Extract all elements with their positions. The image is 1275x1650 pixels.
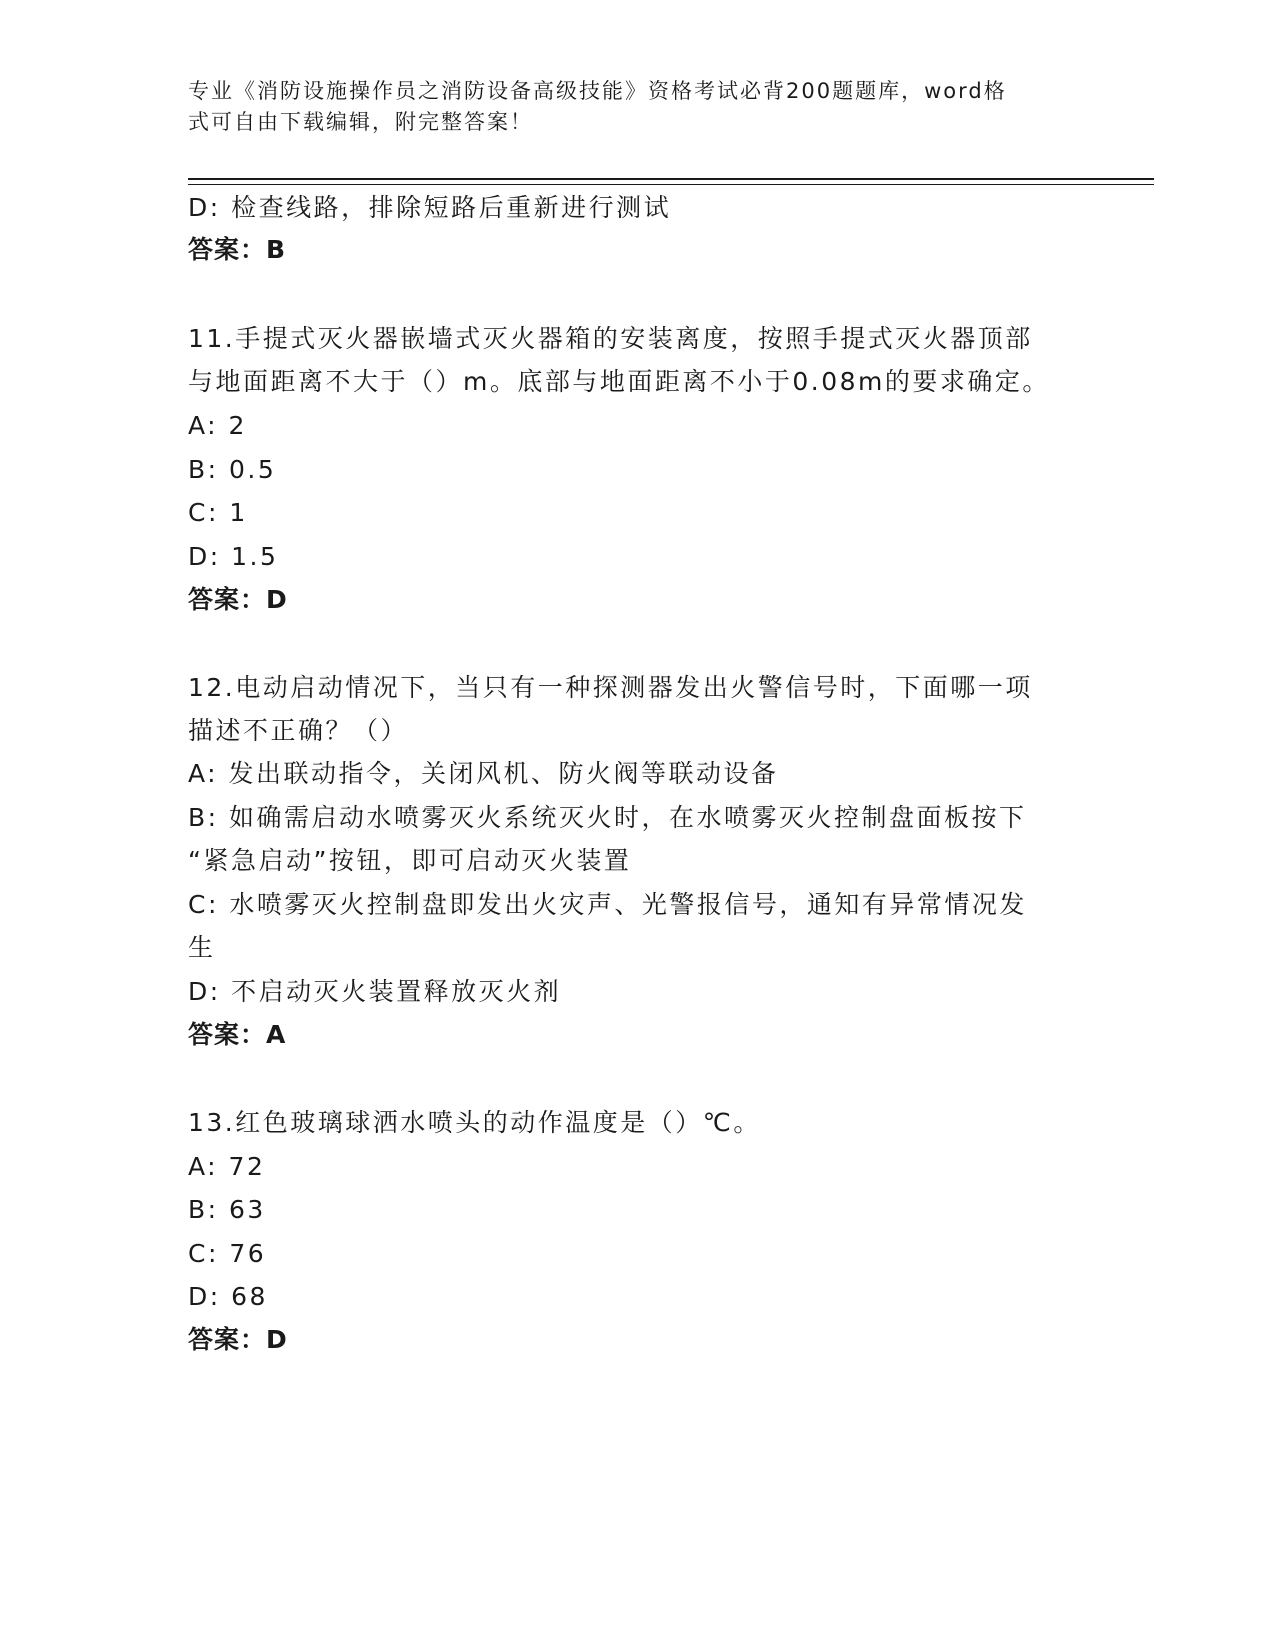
prev-option-d: D: 检查线路，排除短路后重新进行测试 bbox=[188, 193, 672, 222]
header-rule-thick bbox=[188, 178, 1154, 180]
q12-option-b-line-2: “紧急启动”按钮，即可启动灭火装置 bbox=[188, 846, 632, 875]
q13-option-c: C: 76 bbox=[188, 1239, 267, 1268]
header-line-2: 式可自由下载编辑，附完整答案！ bbox=[188, 110, 533, 134]
q12-stem-line-2: 描述不正确？（） bbox=[188, 716, 409, 745]
document-header bbox=[188, 76, 1078, 138]
q12-option-d: D: 不启动灭火装置释放灭火剂 bbox=[188, 977, 562, 1006]
q12-option-b-line-1: B: 如确需启动水喷雾灭火系统灭火时，在水喷雾灭火控制盘面板按下 bbox=[188, 803, 1027, 832]
header-rule-thin bbox=[188, 184, 1154, 185]
q13-option-a: A: 72 bbox=[188, 1152, 266, 1181]
q11-answer: 答案：D bbox=[188, 585, 288, 614]
q11-option-a: A: 2 bbox=[188, 411, 247, 440]
prev-answer: 答案：B bbox=[188, 235, 287, 264]
q11-stem-line-2: 与地面距离不大于（）m。底部与地面距离不小于0.08m的要求确定。 bbox=[188, 367, 1050, 396]
q12-option-c-line-1: C: 水喷雾灭火控制盘即发出火灾声、光警报信号，通知有异常情况发 bbox=[188, 890, 1027, 919]
q13-option-b: B: 63 bbox=[188, 1195, 266, 1224]
q12-option-a: A: 发出联动指令，关闭风机、防火阀等联动设备 bbox=[188, 759, 779, 788]
q11-option-b: B: 0.5 bbox=[188, 455, 277, 484]
q13-answer: 答案：D bbox=[188, 1325, 288, 1354]
header-line-1: 专业《消防设施操作员之消防设备高级技能》资格考试必背200题题库，word格 bbox=[188, 79, 1007, 103]
q11-option-d: D: 1.5 bbox=[188, 542, 279, 571]
q11-option-c: C: 1 bbox=[188, 498, 248, 527]
q12-option-c-line-2: 生 bbox=[188, 933, 216, 962]
q13-stem-line-1: 13.红色玻璃球洒水喷头的动作温度是（）℃。 bbox=[188, 1108, 761, 1137]
q12-stem-line-1: 12.电动启动情况下，当只有一种探测器发出火警信号时，下面哪一项 bbox=[188, 673, 1033, 702]
q12-answer: 答案：A bbox=[188, 1020, 287, 1049]
q13-option-d: D: 68 bbox=[188, 1282, 268, 1311]
q11-stem-line-1: 11.手提式灭火器嵌墙式灭火器箱的安装离度，按照手提式灭火器顶部 bbox=[188, 324, 1033, 353]
